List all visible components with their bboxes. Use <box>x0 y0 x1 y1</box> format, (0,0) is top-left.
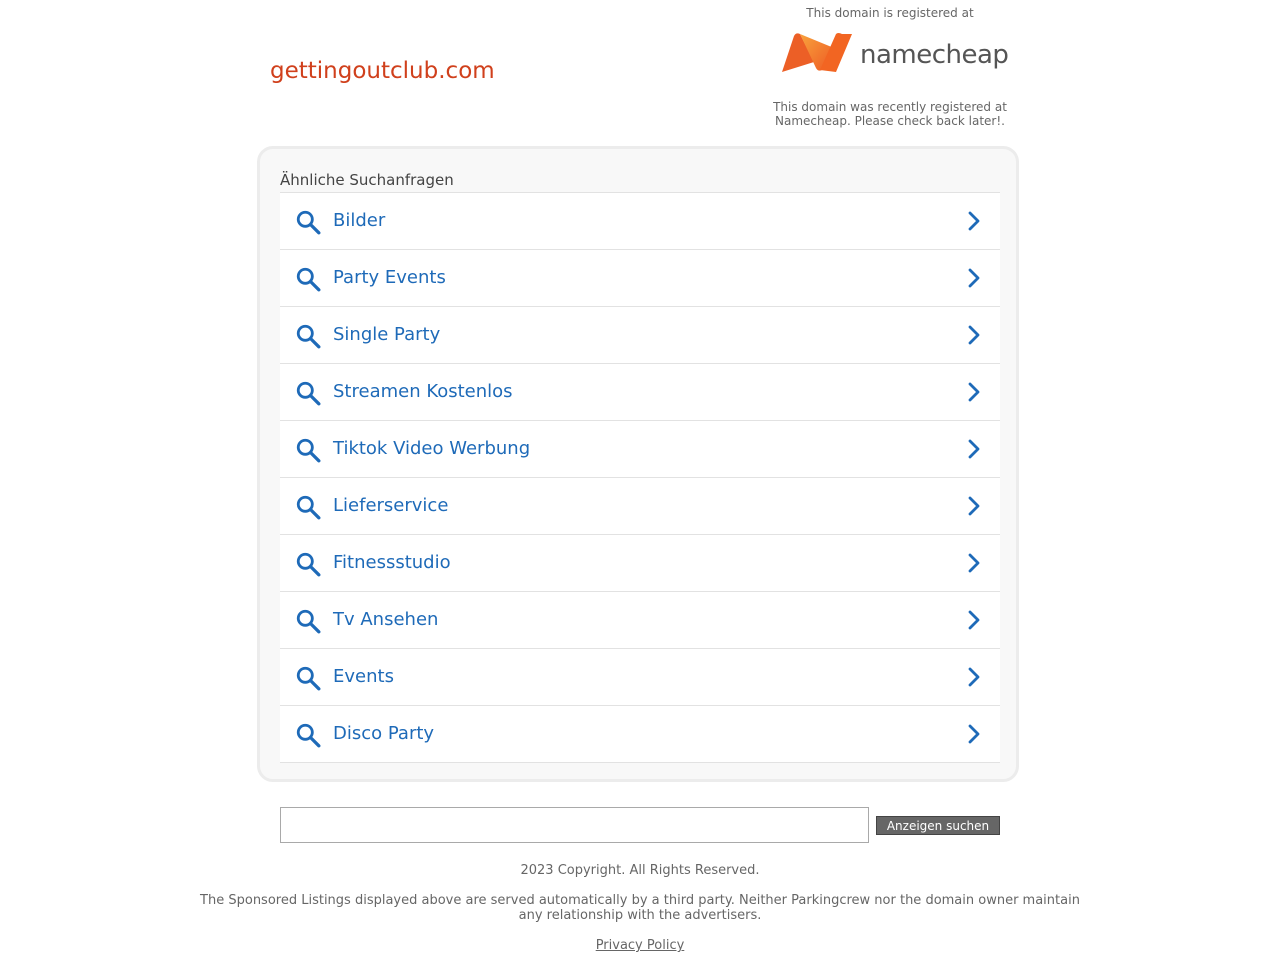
related-search-label: Single Party <box>333 324 441 345</box>
chevron-right-icon <box>964 267 984 289</box>
related-search-label: Fitnessstudio <box>333 552 451 573</box>
search-icon <box>295 551 321 577</box>
privacy-policy-link[interactable]: Privacy Policy <box>595 938 685 953</box>
related-search-item[interactable] <box>280 535 1000 592</box>
chevron-right-icon <box>964 438 984 460</box>
search-icon <box>295 380 321 406</box>
related-search-item[interactable] <box>280 364 1000 421</box>
ads-search-input[interactable] <box>280 807 869 843</box>
namecheap-wordmark: namecheap <box>860 40 1009 70</box>
search-icon <box>295 494 321 520</box>
related-search-item[interactable] <box>280 421 1000 478</box>
related-searches-panel <box>257 146 1019 782</box>
related-search-item[interactable] <box>280 307 1000 364</box>
namecheap-n-icon <box>780 32 854 74</box>
search-icon <box>295 266 321 292</box>
related-search-item[interactable] <box>280 706 1000 763</box>
related-search-item[interactable] <box>280 649 1000 706</box>
related-searches-title: Ähnliche Suchanfragen <box>280 171 454 189</box>
chevron-right-icon <box>964 666 984 688</box>
related-search-label: Streamen Kostenlos <box>333 381 513 402</box>
chevron-right-icon <box>964 552 984 574</box>
related-search-item[interactable] <box>280 592 1000 649</box>
registrar-note: This domain was recently registered at Namecheap. Please check back later!. <box>773 100 1007 128</box>
chevron-right-icon <box>964 210 984 232</box>
search-icon <box>295 608 321 634</box>
chevron-right-icon <box>964 609 984 631</box>
related-search-item[interactable] <box>280 193 1000 250</box>
footer-privacy-wrap <box>0 938 1280 953</box>
domain-name: gettingoutclub.com <box>270 58 495 84</box>
search-icon <box>295 323 321 349</box>
related-search-label: Tiktok Video Werbung <box>333 438 531 459</box>
registrar-top-text: This domain is registered at <box>806 6 974 20</box>
search-icon <box>295 437 321 463</box>
chevron-right-icon <box>964 381 984 403</box>
related-search-label: Tv Ansehen <box>333 609 439 630</box>
search-icon <box>295 209 321 235</box>
chevron-right-icon <box>964 495 984 517</box>
chevron-right-icon <box>964 324 984 346</box>
related-search-label: Disco Party <box>333 723 435 744</box>
chevron-right-icon <box>964 723 984 745</box>
ads-search-button[interactable]: Anzeigen suchen <box>876 816 1000 835</box>
related-search-item[interactable] <box>280 478 1000 535</box>
footer-copyright: 2023 Copyright. All Rights Reserved. <box>520 863 760 878</box>
related-search-label: Lieferservice <box>333 495 449 516</box>
registrar-box <box>760 6 1020 128</box>
related-search-label: Bilder <box>333 210 386 231</box>
related-searches-list <box>280 192 1000 763</box>
related-search-label: Party Events <box>333 267 446 288</box>
related-search-label: Events <box>333 666 394 687</box>
footer-disclaimer: The Sponsored Listings displayed above are served automatically by a third party. Neither Parkingcrew nor the domain owner maintain any relationship with the advertisers. <box>200 893 1080 923</box>
search-icon <box>295 665 321 691</box>
namecheap-logo[interactable] <box>780 30 1009 80</box>
related-search-item[interactable] <box>280 250 1000 307</box>
search-icon <box>295 722 321 748</box>
